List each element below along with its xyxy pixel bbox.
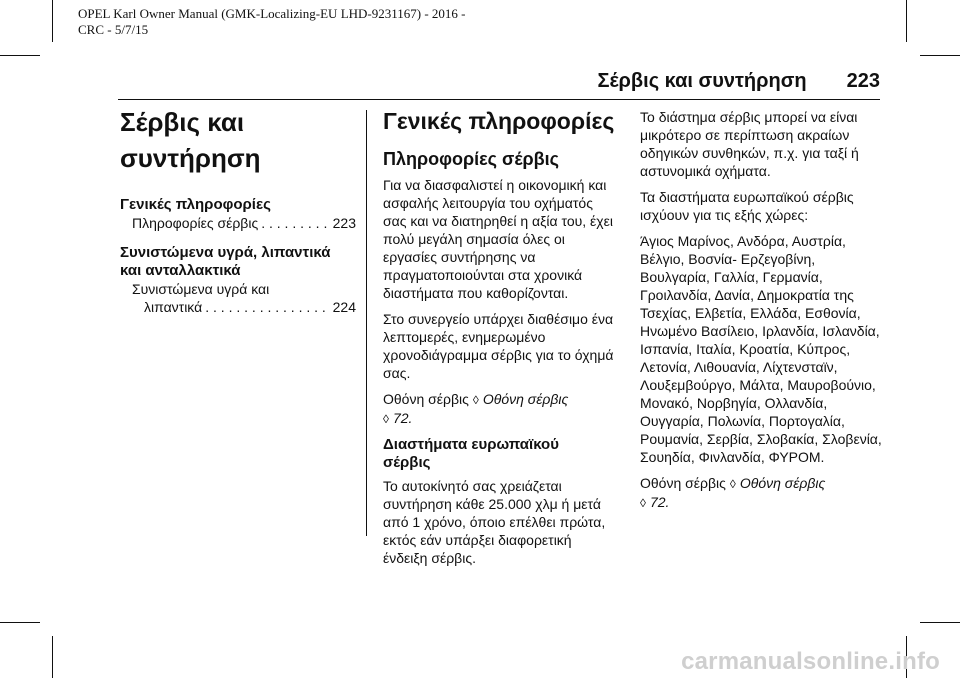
running-header: [597, 68, 880, 94]
watermark: carmanualsonline.info: [681, 648, 940, 675]
toc-entry-page: 224: [332, 299, 356, 315]
column-divider: [366, 110, 367, 536]
page-arrow-icon: ◊: [383, 412, 389, 426]
crop-mark-top-right-horizontal: [920, 55, 960, 56]
crop-mark-top-left-horizontal: [0, 55, 40, 56]
crop-mark-bottom-left-vertical: [52, 636, 53, 678]
toc-entry-label-line-2: λιπαντικά: [144, 299, 203, 315]
running-header-title: Σέρβις και συντήρηση: [597, 70, 807, 92]
crop-mark-bottom-right-horizontal: [920, 622, 960, 623]
paragraph: Το διάστημα σέρβις μπορεί να είναι μικρότερο σε περίπτωση ακραίων οδηγικών συνθηκών, π.χ. για ταξί ή αστυνομικά οχήματα.: [640, 109, 859, 179]
xref-page[interactable]: 72.: [392, 410, 413, 426]
xref-page[interactable]: 72.: [649, 494, 670, 510]
xref-target[interactable]: Οθόνη σέρβις: [739, 475, 826, 491]
page-arrow-icon: ◊: [640, 496, 646, 510]
crop-mark-bottom-left-horizontal: [0, 622, 40, 623]
xref-text: Οθόνη σέρβις: [640, 475, 726, 491]
heading-line-2: σέρβις: [383, 454, 431, 471]
toc-leader-dots: [205, 298, 329, 316]
subsection-heading-service-info: Πληροφορίες σέρβις: [383, 149, 559, 169]
chapter-title-line-1: Σέρβις και: [120, 107, 245, 137]
toc-section-fluids-line-1: Συνιστώμενα υγρά, λιπαντικά: [120, 244, 331, 261]
toc-section-general[interactable]: Γενικές πληροφορίες: [120, 196, 271, 213]
cross-reference[interactable]: [383, 390, 617, 428]
paragraph: Στο συνεργείο υπάρχει διαθέσιμο ένα λεπτομερές, ενημερωμένο χρονοδιάγραμμα σέρβις για το όχημά σας.: [383, 311, 614, 381]
page-number: 223: [846, 70, 880, 92]
print-metadata-line-1: OPEL Karl Owner Manual (GMK-Localizing-EU LHD-9231167) - 2016 -: [78, 6, 466, 21]
toc-entry-label: Πληροφορίες σέρβις: [132, 215, 259, 231]
toc-entry-fluids[interactable]: [132, 280, 356, 316]
chapter-toc: [120, 104, 356, 324]
main-column-1: [383, 106, 617, 575]
cross-reference[interactable]: [640, 474, 885, 512]
subsection-heading-eu-intervals: [383, 436, 617, 472]
xref-text: Οθόνη σέρβις: [383, 391, 469, 407]
reference-arrow-icon: ◊: [472, 393, 479, 407]
paragraph: Τα διαστήματα ευρωπαϊκού σέρβις ισχύουν για τις εξής χώρες:: [640, 189, 854, 223]
toc-entry-page: 223: [332, 215, 356, 231]
crop-mark-top-right-vertical: [906, 0, 907, 42]
reference-arrow-icon: ◊: [729, 477, 736, 491]
toc-leader-dots: [261, 214, 329, 232]
print-metadata: [78, 6, 466, 38]
toc-section-fluids-line-2: και ανταλλακτικά: [120, 262, 241, 279]
paragraph: Το αυτοκίνητό σας χρειάζεται συντήρηση κάθε 25.000 χλμ ή μετά από 1 χρόνο, όποιο επέλθει πρώτα, εκτός εάν υπάρξει διαφορετική ένδειξη σέρβις.: [383, 478, 606, 566]
heading-line-1: Διαστήματα ευρωπαϊκού: [383, 436, 559, 453]
toc-entry-label-line-1: Συνιστώμενα υγρά και: [132, 281, 270, 297]
toc-section-fluids[interactable]: [120, 244, 356, 280]
chapter-title: [120, 104, 356, 176]
main-column-2: [640, 108, 885, 520]
country-list: Άγιος Μαρίνος, Ανδόρα, Αυστρία, Βέλγιο, Βοσνία- Ερζεγοβίνη, Βουλγαρία, Γαλλία, Γερμανία, Γροιλανδία, Δανία, Δημοκρατία της Τσεχίας, Ελβετία, Ελλάδα, Εσθονία, Ηνωμένο Βασίλειο, Ιρλανδία, Ισλανδία, Ισπανία, Ιταλία, Κροατία, Κύπρος, Λετονία, Λιθουανία, Λίχτενσταϊν, Λουξεμβούργο, Μάλτα, Μαυροβούνιο, Μονακό, Νορβηγία, Ολλανδία, Ουγγαρία, Πολωνία, Πορτογαλία, Ρουμανία, Σερβία, Σλοβακία, Σλοβενία, Σουηδία, Φινλανδία, ΦΥΡΟΜ.: [640, 233, 882, 465]
xref-target[interactable]: Οθόνη σέρβις: [482, 391, 569, 407]
paragraph: Για να διασφαλιστεί η οικονομική και ασφαλής λειτουργία του οχήματός σας και να διατηρηθεί η αξία του, έχει πολύ μεγάλη σημασία όλες οι εργασίες συντήρησης να πραγματοποιούνται στα χρονικά διαστήματα που καθορίζονται.: [383, 177, 613, 301]
print-metadata-line-2: CRC - 5/7/15: [78, 22, 149, 37]
header-rule: [118, 99, 880, 100]
chapter-title-line-2: συντήρηση: [120, 143, 261, 173]
section-heading: Γενικές πληροφορίες: [383, 108, 615, 134]
toc-entry-service-info[interactable]: [132, 214, 356, 232]
crop-mark-top-left-vertical: [52, 0, 53, 42]
